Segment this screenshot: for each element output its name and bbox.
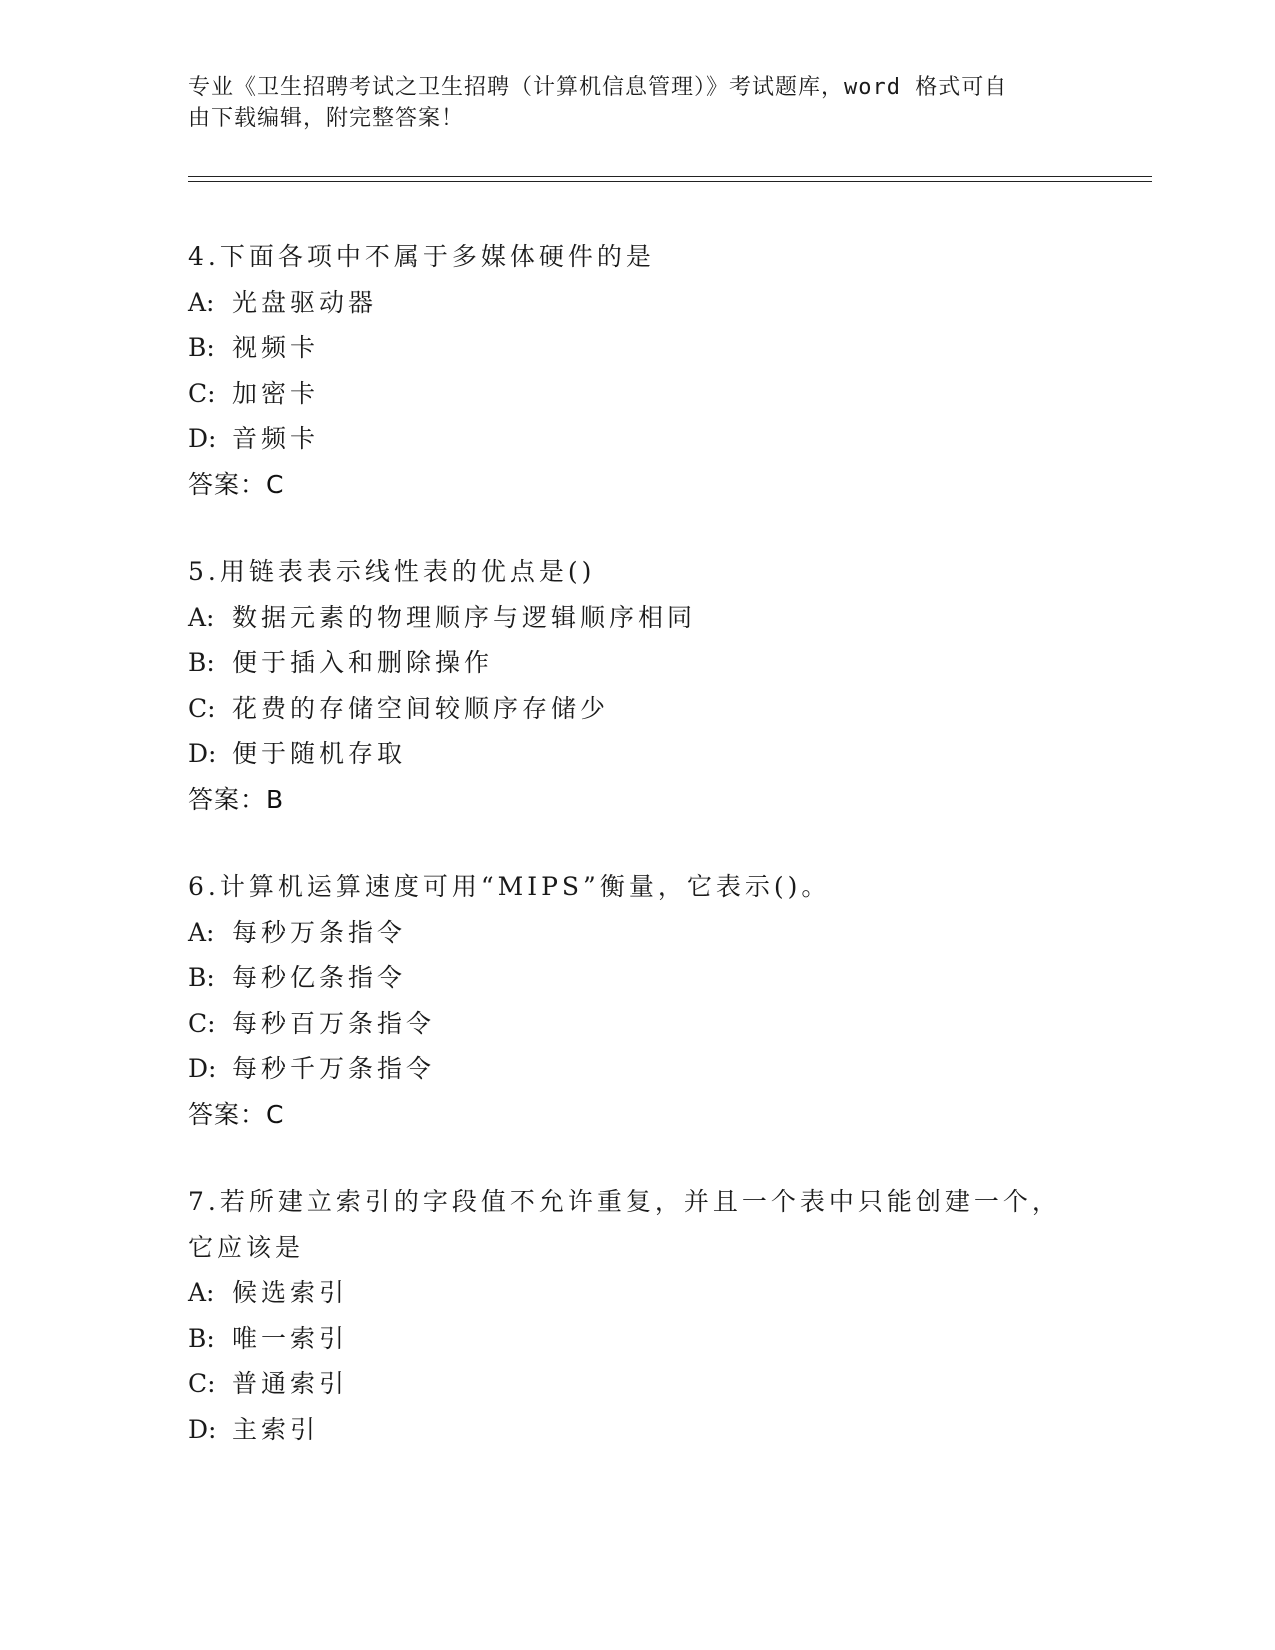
header-line-1: 专业《卫生招聘考试之卫生招聘（计算机信息管理）》考试题库，word 格式可自 [188, 75, 1008, 100]
option-a [188, 1270, 1148, 1316]
option-text: 加密卡 [232, 378, 320, 408]
answer-line: 答案：C [188, 1099, 285, 1129]
question-5 [188, 549, 1148, 822]
option-c [188, 371, 1148, 417]
option-a [188, 910, 1148, 956]
option-text: 候选索引 [232, 1278, 349, 1307]
option-text: 花费的存储空间较顺序存储少 [232, 693, 610, 723]
option-b [188, 1316, 1148, 1362]
option-b [188, 640, 1148, 686]
answer-line: 答案：B [188, 784, 285, 814]
option-text: 普通索引 [232, 1369, 349, 1398]
option-b [188, 325, 1148, 371]
question-stem-line-1: 7.若所建立索引的字段值不允许重复，并且一个表中只能创建一个， [188, 1187, 1061, 1216]
option-text: 音频卡 [232, 424, 320, 453]
option-letter: A: [188, 287, 215, 317]
option-c [188, 1001, 1148, 1047]
option-letter: A: [188, 602, 215, 632]
option-letter: C: [188, 1369, 216, 1398]
document-header [188, 72, 1068, 134]
option-text: 数据元素的物理顺序与逻辑顺序相同 [232, 602, 697, 632]
answer-line: 答案：C [188, 469, 285, 499]
option-text: 主索引 [232, 1414, 320, 1444]
option-letter: B: [188, 963, 215, 992]
option-text: 光盘驱动器 [232, 287, 378, 317]
option-letter: B: [188, 648, 215, 677]
option-text: 每秒亿条指令 [232, 963, 407, 992]
option-letter: D: [188, 739, 217, 768]
header-rule-top [188, 176, 1152, 177]
option-letter: A: [188, 917, 215, 947]
option-text: 便于插入和删除操作 [232, 648, 494, 677]
option-d [188, 731, 1148, 777]
option-letter: C: [188, 1008, 216, 1038]
option-text: 唯一索引 [232, 1323, 349, 1353]
option-letter: D: [188, 424, 217, 453]
option-text: 每秒百万条指令 [232, 1008, 436, 1038]
question-4 [188, 234, 1148, 507]
option-b [188, 955, 1148, 1001]
option-text: 便于随机存取 [232, 739, 407, 768]
option-c [188, 686, 1148, 732]
option-letter: B: [188, 333, 215, 362]
option-d [188, 1046, 1148, 1092]
option-letter: C: [188, 378, 216, 408]
question-stem: 5.用链表表示线性表的优点是() [188, 557, 596, 586]
option-d [188, 416, 1148, 462]
option-letter: B: [188, 1323, 215, 1353]
header-rule-bottom [188, 181, 1152, 182]
option-letter: A: [188, 1278, 215, 1307]
question-stem-line-2: 它应该是 [188, 1232, 305, 1262]
option-letter: D: [188, 1054, 217, 1083]
option-c [188, 1361, 1148, 1407]
option-a [188, 595, 1148, 641]
option-a [188, 280, 1148, 326]
header-line-2: 由下载编辑，附完整答案！ [188, 106, 465, 131]
question-stem: 6.计算机运算速度可用“MIPS”衡量，它表示()。 [188, 872, 831, 901]
option-letter: C: [188, 693, 216, 723]
option-d [188, 1407, 1148, 1453]
question-stem: 4.下面各项中不属于多媒体硬件的是 [188, 242, 655, 271]
option-text: 每秒千万条指令 [232, 1054, 436, 1083]
option-letter: D: [188, 1414, 217, 1444]
question-7 [188, 1179, 1148, 1452]
option-text: 每秒万条指令 [232, 917, 407, 947]
question-6 [188, 864, 1148, 1137]
option-text: 视频卡 [232, 333, 320, 362]
question-list [188, 234, 1148, 1494]
